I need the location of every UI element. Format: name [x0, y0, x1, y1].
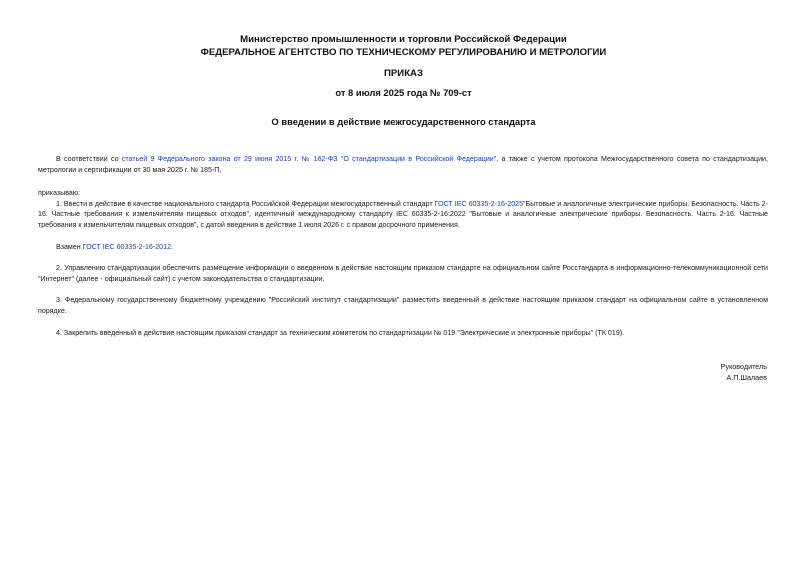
replace-paragraph	[38, 242, 768, 253]
standard-2012-link[interactable]: ГОСТ IEC 60335-2-16-2012	[82, 242, 172, 251]
ministry-name: Министерство промышленности и торговли Российской Федерации	[240, 34, 567, 45]
signer-position: Руководитель	[720, 362, 767, 371]
signature-block	[721, 362, 767, 383]
standard-2025-link[interactable]: ГОСТ IEC 60335-2-16-2025	[434, 199, 524, 208]
document-body	[38, 154, 768, 338]
item-4-paragraph: 4. Закрепить введенный в действие настоящим приказом стандарт за техническим комитетом по стандартизации № 019 "Электрические и электронные приборы" (ТК 019).	[56, 328, 625, 337]
item-1-text-end: "Бытовые и аналогичные электрические приборы. Безопасность. Часть 2-16. Частные требования к измельчителям пищевых отходов", идентичный международному стандарту IEC 60335-2-16:2022 "Бытовые и аналогичные электрические приборы. Безопасность. Часть 2-16. Частные требования к измельчителям пищевых отходов", с датой введения в действие 1 июля 2026 г. с правом досрочного применения.	[38, 199, 768, 229]
document-type: ПРИКАЗ	[384, 68, 423, 79]
preamble-text-start: В соответствии со	[56, 155, 122, 163]
item-1-text-start: 1. Ввести в действие в качестве национального стандарта Российской Федерации межгосударственный стандарт	[56, 199, 435, 208]
order-word: приказываю:	[38, 189, 81, 198]
signer-name: А.П.Шалаев	[726, 372, 767, 382]
replace-text-end: .	[171, 242, 174, 251]
replace-text-start: Взамен	[56, 242, 83, 251]
item-1-paragraph	[38, 199, 768, 231]
item-2-paragraph: 2. Управлению стандартизации обеспечить размещение информации о введенном в действие настоящим приказом стандарте на официальном сайте Росстандарта в информационно-телекоммуникационной сети "Интернет" (далее - официальный сайт) с учетом законодательства о стандартизации.	[38, 264, 768, 283]
preamble-text-end: , а также с учетом протокола Межгосударственного совета по стандартизации, метрологии и сертификации от 30 мая 2025 г. № 185-П,	[38, 155, 768, 174]
document-title: О введении в действие межгосударственного стандарта	[271, 116, 536, 127]
document-date-number: от 8 июля 2025 года № 709-ст	[335, 87, 472, 98]
preamble-paragraph	[38, 154, 768, 175]
item-3-paragraph: 3. Федеральному государственному бюджетному учреждению "Российский институт стандартизации" разместить введенный в действие настоящим приказом стандарт на официальном сайте в установленном порядке.	[38, 296, 768, 315]
agency-name: ФЕДЕРАЛЬНОЕ АГЕНТСТВО ПО ТЕХНИЧЕСКОМУ РЕГУЛИРОВАНИЮ И МЕТРОЛОГИИ	[200, 47, 607, 58]
law-article-link[interactable]: статьей 9 Федерального закона от 29 июня 2015 г. № 162-ФЗ "О стандартизации в Российской Федерации"	[121, 155, 497, 163]
